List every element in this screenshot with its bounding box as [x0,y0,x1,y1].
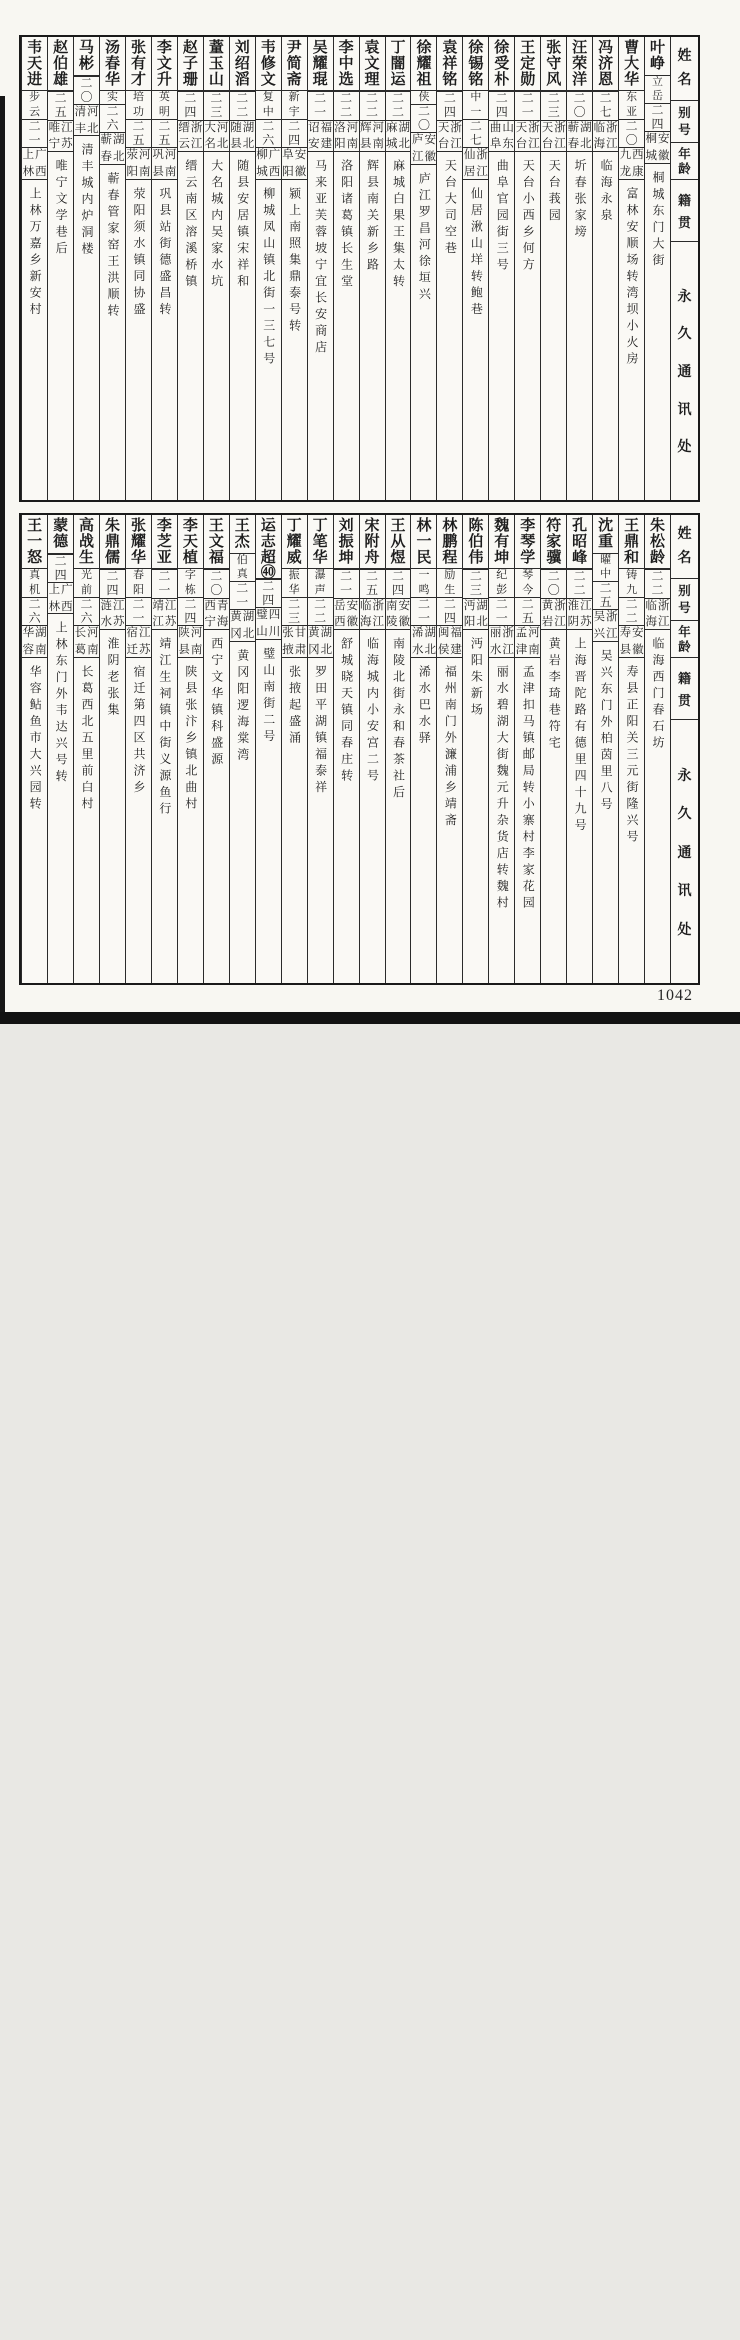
person-column [203,37,229,500]
person-native-place: 河 南 洛 阳 [334,121,359,153]
person-native-place: 浙 江 丽 水 [489,626,514,658]
person-address: 临海城内小安宫二号 [360,630,385,2340]
person-native-place: 浙 江 吴 兴 [593,610,618,642]
person-column [540,515,566,983]
person-name: 韦 天 进 [22,37,47,91]
person-address: 孟津扣马镇邮局转小寨村李家花园 [515,658,540,2340]
person-column [47,37,73,500]
person-native-place: 浙 江 仙 居 [463,148,488,180]
person-column [333,37,359,500]
person-age: 二 一 [230,582,255,610]
person-column [73,37,99,500]
person-address: 璧山南街二号 [256,640,281,2340]
person-column [177,515,203,983]
person-column [385,515,411,983]
person-column [151,37,177,500]
person-address: 富林安顺场转湾坝小火房 [619,180,644,2340]
person-column [592,515,618,983]
person-native-place: 青 海 西 宁 [204,599,229,631]
person-age: 二 六 [256,120,281,148]
person-age: 二 一 [152,570,177,598]
roster-table-bottom [19,513,700,985]
person-column [592,37,618,500]
person-native-place: 甘 肃 张 掖 [282,626,307,658]
person-name: 冯 济 恩 [593,37,618,91]
person-age: 二 四 [100,570,125,598]
person-age: 二 五 [593,582,618,610]
person-column [21,515,47,983]
person-address: 长葛西北五里前白村 [74,658,99,2340]
person-age: 二 三 [282,598,307,626]
person-age: 二 〇 [74,77,99,105]
person-address: 曲阜官园街三号 [489,152,514,2340]
person-column [566,515,592,983]
person-alias: 铸 九 [619,569,644,597]
person-age: 二 二 [567,570,592,598]
person-age: 二 〇 [411,105,436,133]
person-address: 上林东门外韦达兴号转 [48,614,73,2340]
person-name: 高 战 生 [74,515,99,569]
header-age-label: 年 龄 [671,143,698,180]
person-address: 圻春张家塝 [567,152,592,2340]
person-name: 曹 大 华 [619,37,644,91]
person-name: 袁 祥 铭 [437,37,462,91]
person-address: 罗田平湖镇福泰祥 [308,658,333,2340]
person-column [307,515,333,983]
person-age: 二 〇 [204,570,229,598]
person-native-place: 西 康 九 龙 [619,148,644,180]
person-column [540,37,566,500]
header-name-label: 姓 名 [671,515,698,579]
person-native-place: 河 北 大 名 [204,121,229,153]
person-age: 二 七 [593,92,618,120]
person-native-place: 湖 北 浠 水 [411,626,436,658]
person-alias: 振 华 [282,569,307,597]
person-address: 黄冈阳逻海棠湾 [230,642,255,2340]
person-age: 二 四 [178,598,203,626]
person-name: 王 定 勋 [515,37,540,91]
person-address: 马来亚芙蓉坡宁宜长安商店 [308,152,333,2340]
header-address-label: 永 久 通 讯 处 [671,720,698,983]
person-name: 李 中 选 [334,37,359,91]
person-native-place: 福 建 诏 安 [308,121,333,153]
person-age: 二 四 [48,555,73,583]
person-age: 二 五 [152,120,177,148]
person-name: 符 家 骥 [541,515,566,569]
person-name: 李 琴 学 [515,515,540,569]
person-address: 随县安居镇宋祥和 [230,152,255,2340]
person-native-place: 安 徽 桐 城 [645,132,670,164]
person-name: 尹 简 斋 [282,37,307,91]
person-native-place: 浙 江 黄 岩 [541,599,566,631]
person-column [73,515,99,983]
person-column [255,37,281,500]
person-age: 二 一 [489,598,514,626]
person-age: 二 六 [22,598,47,626]
person-native-place: 山 东 曲 阜 [489,121,514,153]
person-alias: 中 一 [463,91,488,119]
person-address: 荥阳须水镇同协盛 [126,180,151,2340]
person-native-place: 四 川 璧 山 [256,608,281,640]
person-name: 汪 荣 洋 [567,37,592,91]
person-name: 吴 耀 琨 [308,37,333,91]
person-native-place: 湖 北 随 县 [230,121,255,153]
person-name: 韦 修 文 [256,37,281,91]
person-age: 二 六 [74,598,99,626]
person-column [281,37,307,500]
person-age: 二 四 [282,120,307,148]
person-column [514,515,540,983]
person-name: 魏 有 坤 [489,515,514,569]
person-age: 二 二 [645,570,670,598]
person-native-place: 河 南 荥 阳 [126,148,151,180]
person-address: 临海西门春石坊 [645,630,670,2340]
person-column [99,515,125,983]
person-age: 二 〇 [541,570,566,598]
person-name: 李 芝 亚 [152,515,177,569]
person-name: 刘 绍 滔 [230,37,255,91]
person-name: 赵 子 珊 [178,37,203,91]
person-native-place: 河 南 辉 县 [360,121,385,153]
person-column [488,515,514,983]
person-address: 黄岩李琦巷符宅 [541,630,566,2340]
person-alias: 春 阳 [126,569,151,597]
person-age: 二 五 [360,570,385,598]
person-native-place: 江 苏 淮 阴 [567,599,592,631]
person-age: 二 七 [463,120,488,148]
person-name: 汤 春 华 [100,37,125,91]
header-name-label: 姓 名 [671,37,698,101]
person-alias: 东 亚 [619,91,644,119]
person-name: 蕫 玉 山 [204,37,229,91]
person-native-place: 福 建 闽 侯 [437,626,462,658]
person-age: 二 〇 [619,120,644,148]
person-age: 二 二 [386,92,411,120]
person-age: 二 五 [126,120,151,148]
person-native-place: 河 南 巩 县 [152,148,177,180]
person-native-place: 安 徽 岳 西 [334,599,359,631]
person-name: 朱 松 龄 [645,515,670,569]
header-column [670,515,698,983]
person-column [177,37,203,500]
person-native-place: 江 苏 宿 迁 [126,626,151,658]
person-column [488,37,514,500]
person-age: 二 四 [645,104,670,132]
person-alias: 字 栋 [178,569,203,597]
person-column [462,37,488,500]
person-native-place: 广 西 上 林 [48,583,73,615]
person-column [229,37,255,500]
person-address: 上海晋陀路有德里四十九号 [567,630,592,2340]
person-name: 孔 昭 峰 [567,515,592,569]
header-address-label: 永 久 通 讯 处 [671,242,698,500]
header-native-label: 籍 贯 [671,658,698,720]
person-native-place: 河 北 清 丰 [74,105,99,137]
scan-artifact-bottom-edge [0,1012,740,1024]
person-alias: 纪 彭 [489,569,514,597]
person-address: 唯宁文学巷后 [48,152,73,2340]
person-alias: 立 岳 [645,76,670,104]
person-age: 二 四 [437,92,462,120]
person-address: 洛阳诸葛镇长生堂 [334,152,359,2340]
person-native-place: 江 苏 靖 江 [152,599,177,631]
person-alias: 复 中 [256,91,281,119]
person-name: 徐 耀 祖 [411,37,436,91]
person-name: 林 一 民 [411,515,436,569]
person-age: 二 一 [308,92,333,120]
person-native-place: 浙 江 缙 云 [178,121,203,153]
person-address: 福州南门外濂浦乡靖斋 [437,658,462,2340]
person-name: 徐 锡 铭 [463,37,488,91]
person-native-place: 湖 北 蕲 春 [100,133,125,165]
header-alias-label: 别 号 [671,579,698,621]
person-address: 西宁文华镇科盛源 [204,630,229,2340]
person-address: 麻城白果王集太转 [386,152,411,2340]
person-address: 柳城凤山镇北街一三七号 [256,180,281,2340]
person-column [618,37,644,500]
person-age: 二 一 [411,598,436,626]
person-native-place: 湖 北 蕲 春 [567,121,592,153]
scan-artifact-left-edge [0,96,5,1024]
person-native-place: 安 徽 南 陵 [386,599,411,631]
person-native-place: 江 苏 涟 水 [100,599,125,631]
person-column [21,37,47,500]
person-native-place: 湖 南 华 容 [22,626,47,658]
person-address: 寿县正阳关三元街隆兴号 [619,658,644,2340]
person-name: 袁 文 理 [360,37,385,91]
person-column [566,37,592,500]
person-alias: 琴 今 [515,569,540,597]
person-native-place: 河 南 长 葛 [74,626,99,658]
person-address: 颍上南照集鼎泰号转 [282,180,307,2340]
person-native-place: 浙 江 天 台 [541,121,566,153]
person-name: 王 鼎 和 [619,515,644,569]
person-name: 丁 闇 运 [386,37,411,91]
person-name: 丁 笔 华 [308,515,333,569]
person-address: 上林万嘉乡新安村 [22,180,47,2340]
person-age: 二 二 [360,92,385,120]
person-address: 仙居湫山垟转鲍巷 [463,180,488,2340]
person-name: 马 彬 [74,37,99,76]
person-address: 张掖起盛涌 [282,658,307,2340]
person-column [359,515,385,983]
header-alias-label: 别 号 [671,101,698,143]
person-age: 二 四 [178,92,203,120]
person-alias: 步 云 [22,91,47,119]
person-address: 桐城东门大街 [645,164,670,2340]
person-age: 二 二 [334,92,359,120]
person-address: 浠水巴水驿 [411,658,436,2340]
header-column [670,37,698,500]
person-native-place: 河 南 孟 津 [515,626,540,658]
person-column [99,37,125,500]
person-column [359,37,385,500]
person-native-place: 湖 北 黄 冈 [308,626,333,658]
person-native-place: 浙 江 临 海 [593,121,618,153]
person-age: 二 四 [256,580,281,608]
person-age: 二 一 [334,570,359,598]
person-native-place: 湖 北 麻 城 [386,121,411,153]
person-native-place: 浙 江 临 海 [360,599,385,631]
person-native-place: 安 徽 阜 阳 [282,148,307,180]
roster-table-top [19,35,700,502]
person-native-place: 广 西 上 林 [22,148,47,180]
person-column [644,37,670,500]
person-address: 辉县南关新乡路 [360,152,385,2340]
person-name: 王 杰 [230,515,255,554]
person-name: 赵 伯 雄 [48,37,73,91]
person-address: 吴兴东门外柏茵里八号 [593,642,618,2340]
person-native-place: 广 西 柳 城 [256,148,281,180]
person-alias: 侠 [411,91,436,105]
person-name: 沈 重 [593,515,618,554]
person-name: 李 天 植 [178,515,203,569]
header-native-label: 籍 贯 [671,180,698,242]
person-address: 沔阳朱新场 [463,630,488,2340]
person-column [307,37,333,500]
person-address: 淮阴老张集 [100,630,125,2340]
person-name: 王 从 煜 [386,515,411,569]
person-age: 二 四 [386,570,411,598]
person-age: 二 一 [22,120,47,148]
person-alias: 一 鸣 [411,569,436,597]
person-column [333,515,359,983]
person-address: 巩县站街德盛昌转 [152,180,177,2340]
person-name: 陈 伯 伟 [463,515,488,569]
person-address: 临海永泉 [593,152,618,2340]
person-alias: 英 明 [152,91,177,119]
person-address: 清丰城内炉洞楼 [74,136,99,2340]
person-name: 张 有 才 [126,37,151,91]
person-address: 陕县张汴乡镇北曲村 [178,658,203,2340]
person-address: 天台小西乡何方 [515,152,540,2340]
person-alias: 实 [100,91,125,105]
person-age: 二 五 [48,92,73,120]
person-native-place: 江 苏 唯 宁 [48,121,73,153]
person-alias: 光 前 [74,569,99,597]
person-age: 二 二 [619,598,644,626]
person-native-place: 湖 北 沔 阳 [463,599,488,631]
person-name: 蒙 德 [48,515,73,554]
person-column [47,515,73,983]
person-column [410,37,436,500]
person-address: 庐江罗昌河徐垣兴 [411,165,436,2340]
person-alias: 新 宇 [282,91,307,119]
person-native-place: 安 徽 寿 县 [619,626,644,658]
person-column [203,515,229,983]
person-address: 华容鲇鱼市大兴园转 [22,658,47,2340]
person-address: 大名城内吴家水坑 [204,152,229,2340]
person-address: 宿迁第四区共济乡 [126,658,151,2340]
person-native-place: 浙 江 天 台 [437,121,462,153]
person-name: 丁 耀 威 [282,515,307,569]
person-native-place: 湖 北 黄 冈 [230,610,255,642]
person-native-place: 浙 江 临 海 [645,599,670,631]
person-age: 二 四 [437,598,462,626]
person-address: 南陵北街永和春茶社后 [386,630,411,2340]
person-native-place: 安 徽 庐 江 [411,133,436,165]
person-name: 朱 鼎 儒 [100,515,125,569]
person-column [644,515,670,983]
person-address: 丽水碧湖大街魏元升杂货店转魏村 [489,658,514,2340]
person-age: 二 三 [541,92,566,120]
person-name: 王 一 怒 [22,515,47,569]
person-age: 二 二 [308,598,333,626]
person-age: 二 三 [204,92,229,120]
person-column [255,515,281,983]
person-alias: 曜 中 [593,554,618,582]
person-name: 徐 受 朴 [489,37,514,91]
person-name: 刘 振 坤 [334,515,359,569]
person-age: 二 一 [126,598,151,626]
person-address: 蕲春管家窑王洪顺转 [100,165,125,2340]
person-column [618,515,644,983]
person-column [410,515,436,983]
person-alias: 培 功 [126,91,151,119]
person-column [436,515,462,983]
person-column [281,515,307,983]
person-column [151,515,177,983]
person-alias: 励 生 [437,569,462,597]
scanned-roster-page [0,0,740,1024]
person-alias: 真 机 [22,569,47,597]
person-native-place: 河 南 陕 县 [178,626,203,658]
person-name: 林 鹏 程 [437,515,462,569]
person-age: 二 〇 [567,92,592,120]
person-address: 缙云南区溶溪桥镇 [178,152,203,2340]
person-native-place: 浙 江 天 台 [515,121,540,153]
person-column [436,37,462,500]
person-name: 李 文 升 [152,37,177,91]
person-column [229,515,255,983]
person-name: 张 守 风 [541,37,566,91]
person-age: 二 一 [515,92,540,120]
person-alias: 伯 真 [230,554,255,582]
person-age: 二 二 [230,92,255,120]
person-alias: 瀑 声 [308,569,333,597]
person-age: 二 五 [515,598,540,626]
person-column [514,37,540,500]
person-address: 天台莪园 [541,152,566,2340]
person-column [125,515,151,983]
person-name: 运 志 超 ㊵ [256,515,281,579]
person-address: 靖江生祠镇中街义源鱼行 [152,630,177,2340]
person-address: 舒城晓天镇同春庄转 [334,630,359,2340]
person-age: 二 三 [463,570,488,598]
person-name: 叶 峥 [645,37,670,76]
person-age: 二 四 [489,92,514,120]
person-age: 二 六 [100,105,125,133]
page-number: 1042 [657,987,693,1005]
person-column [385,37,411,500]
person-name: 张 耀 华 [126,515,151,569]
person-name: 宋 附 舟 [360,515,385,569]
person-address: 天台大司空巷 [437,152,462,2340]
person-column [125,37,151,500]
person-column [462,515,488,983]
header-age-label: 年 龄 [671,621,698,658]
person-name: 王 文 福 [204,515,229,569]
